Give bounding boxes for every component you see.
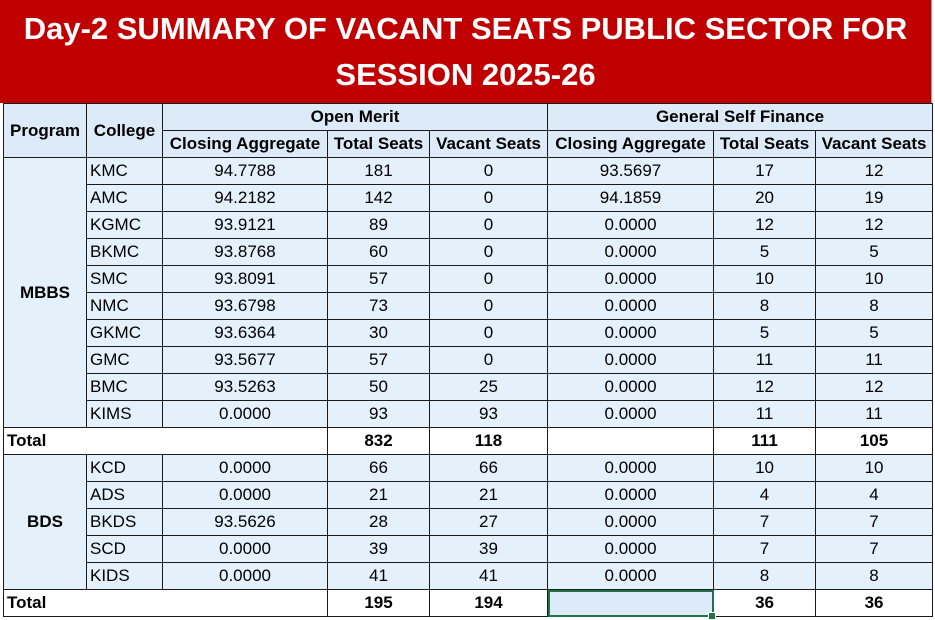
header-open-merit[interactable]: Open Merit <box>163 104 548 131</box>
om-total-seats-cell[interactable]: 93 <box>328 401 430 428</box>
header-sf-vacant-seats[interactable]: Vacant Seats <box>816 131 933 158</box>
college-cell[interactable]: SMC <box>87 266 163 293</box>
table-row <box>4 239 933 266</box>
college-cell[interactable]: KIMS <box>87 401 163 428</box>
sf-total-seats-cell[interactable]: 12 <box>714 212 816 239</box>
sf-closing-aggregate-cell[interactable]: 0.0000 <box>548 212 714 239</box>
om-vacant-seats-cell[interactable]: 0 <box>430 293 548 320</box>
sf-closing-aggregate-cell[interactable]: 0.0000 <box>548 374 714 401</box>
program-cell[interactable]: BDS <box>4 455 87 590</box>
sf-total-seats-cell[interactable]: 17 <box>714 158 816 185</box>
program-cell[interactable]: MBBS <box>4 158 87 428</box>
om-total-seats-cell[interactable]: 142 <box>328 185 430 212</box>
om-closing-aggregate-cell[interactable]: 0.0000 <box>163 563 328 590</box>
college-cell[interactable]: KIDS <box>87 563 163 590</box>
vacant-seats-table <box>3 103 933 617</box>
header-college[interactable]: College <box>87 104 163 158</box>
sf-vacant-seats-total[interactable]: 36 <box>816 590 933 617</box>
table-row <box>4 401 933 428</box>
sf-closing-aggregate-cell[interactable]: 0.0000 <box>548 563 714 590</box>
title-line-1: Day-2 SUMMARY OF VACANT SEATS PUBLIC SECTOR FOR <box>23 10 908 46</box>
college-cell[interactable]: GKMC <box>87 320 163 347</box>
om-closing-aggregate-cell[interactable]: 94.2182 <box>163 185 328 212</box>
sf-total-seats-cell[interactable]: 20 <box>714 185 816 212</box>
om-vacant-seats-cell[interactable]: 39 <box>430 536 548 563</box>
table-row <box>4 455 933 482</box>
sf-closing-aggregate-cell[interactable]: 0.0000 <box>548 347 714 374</box>
om-vacant-seats-cell[interactable]: 0 <box>430 158 548 185</box>
om-total-seats-cell[interactable]: 21 <box>328 482 430 509</box>
om-total-seats-cell[interactable]: 50 <box>328 374 430 401</box>
header-om-closing-aggregate[interactable]: Closing Aggregate <box>163 131 328 158</box>
om-vacant-seats-cell[interactable]: 41 <box>430 563 548 590</box>
sf-total-seats-cell[interactable]: 4 <box>714 482 816 509</box>
om-closing-aggregate-cell[interactable]: 0.0000 <box>163 401 328 428</box>
table-row <box>4 374 933 401</box>
sf-total-seats-cell[interactable]: 12 <box>714 374 816 401</box>
sf-total-seats-total[interactable]: 111 <box>714 428 816 455</box>
college-cell[interactable]: BKMC <box>87 239 163 266</box>
college-cell[interactable]: ADS <box>87 482 163 509</box>
sf-closing-aggregate-cell[interactable]: 0.0000 <box>548 455 714 482</box>
om-vacant-seats-cell[interactable]: 25 <box>430 374 548 401</box>
om-total-seats-cell[interactable]: 41 <box>328 563 430 590</box>
om-closing-aggregate-cell[interactable]: 93.9121 <box>163 212 328 239</box>
sf-closing-aggregate-cell[interactable]: 0.0000 <box>548 509 714 536</box>
sf-vacant-seats-cell[interactable]: 10 <box>816 266 933 293</box>
om-closing-aggregate-cell[interactable]: 93.5677 <box>163 347 328 374</box>
om-closing-aggregate-cell[interactable]: 93.6798 <box>163 293 328 320</box>
om-total-seats-cell[interactable]: 73 <box>328 293 430 320</box>
total-label-cell[interactable]: Total <box>4 428 328 455</box>
om-closing-aggregate-cell[interactable]: 93.5263 <box>163 374 328 401</box>
sf-total-seats-cell[interactable]: 7 <box>714 509 816 536</box>
om-vacant-seats-cell[interactable]: 27 <box>430 509 548 536</box>
om-vacant-seats-cell[interactable]: 0 <box>430 320 548 347</box>
sf-vacant-seats-cell[interactable]: 4 <box>816 482 933 509</box>
sf-vacant-seats-cell[interactable]: 12 <box>816 212 933 239</box>
om-total-seats-cell[interactable]: 39 <box>328 536 430 563</box>
om-total-seats-cell[interactable]: 57 <box>328 266 430 293</box>
sf-closing-aggregate-cell[interactable]: 94.1859 <box>548 185 714 212</box>
sf-vacant-seats-cell[interactable]: 8 <box>816 293 933 320</box>
om-closing-aggregate-cell[interactable]: 93.8091 <box>163 266 328 293</box>
om-total-seats-total[interactable]: 832 <box>328 428 430 455</box>
sf-closing-aggregate-total[interactable] <box>548 428 714 455</box>
table-row <box>4 293 933 320</box>
om-closing-aggregate-cell[interactable]: 93.6364 <box>163 320 328 347</box>
sf-closing-aggregate-total[interactable] <box>548 590 714 617</box>
om-vacant-seats-cell[interactable]: 0 <box>430 347 548 374</box>
college-cell[interactable]: KGMC <box>87 212 163 239</box>
sf-vacant-seats-cell[interactable]: 11 <box>816 401 933 428</box>
sf-vacant-seats-cell[interactable]: 7 <box>816 509 933 536</box>
om-vacant-seats-cell[interactable]: 0 <box>430 185 548 212</box>
header-sf-total-seats[interactable]: Total Seats <box>714 131 816 158</box>
sf-vacant-seats-cell[interactable]: 12 <box>816 374 933 401</box>
om-total-seats-cell[interactable]: 60 <box>328 239 430 266</box>
sf-total-seats-cell[interactable]: 5 <box>714 320 816 347</box>
table-row <box>4 320 933 347</box>
sf-vacant-seats-cell[interactable]: 11 <box>816 347 933 374</box>
sf-total-seats-total[interactable]: 36 <box>714 590 816 617</box>
total-row <box>4 428 933 455</box>
college-cell[interactable]: KCD <box>87 455 163 482</box>
sf-vacant-seats-cell[interactable]: 5 <box>816 239 933 266</box>
om-closing-aggregate-cell[interactable]: 0.0000 <box>163 455 328 482</box>
sf-total-seats-cell[interactable]: 7 <box>714 536 816 563</box>
table-row <box>4 158 933 185</box>
sf-vacant-seats-cell[interactable]: 8 <box>816 563 933 590</box>
om-closing-aggregate-cell[interactable]: 93.5626 <box>163 509 328 536</box>
om-total-seats-cell[interactable]: 30 <box>328 320 430 347</box>
sf-total-seats-cell[interactable]: 8 <box>714 293 816 320</box>
sf-total-seats-cell[interactable]: 10 <box>714 455 816 482</box>
title-line-2: SESSION 2025-26 <box>335 56 596 92</box>
sf-closing-aggregate-cell[interactable]: 0.0000 <box>548 482 714 509</box>
college-cell[interactable]: BMC <box>87 374 163 401</box>
table-row <box>4 212 933 239</box>
om-vacant-seats-cell[interactable]: 0 <box>430 212 548 239</box>
sf-vacant-seats-cell[interactable]: 5 <box>816 320 933 347</box>
college-cell[interactable]: SCD <box>87 536 163 563</box>
table-row <box>4 563 933 590</box>
om-closing-aggregate-cell[interactable]: 94.7788 <box>163 158 328 185</box>
om-vacant-seats-total[interactable]: 118 <box>430 428 548 455</box>
om-total-seats-cell[interactable]: 57 <box>328 347 430 374</box>
table-row <box>4 509 933 536</box>
total-row <box>4 590 933 617</box>
sf-closing-aggregate-cell[interactable]: 0.0000 <box>548 266 714 293</box>
sf-vacant-seats-cell[interactable]: 12 <box>816 158 933 185</box>
om-vacant-seats-cell[interactable]: 0 <box>430 239 548 266</box>
sheet-title[interactable] <box>0 0 932 103</box>
total-label-cell[interactable]: Total <box>4 590 328 617</box>
om-total-seats-cell[interactable]: 28 <box>328 509 430 536</box>
om-vacant-seats-total[interactable]: 194 <box>430 590 548 617</box>
college-cell[interactable]: KMC <box>87 158 163 185</box>
om-vacant-seats-cell[interactable]: 93 <box>430 401 548 428</box>
header-self-finance[interactable]: General Self Finance <box>548 104 933 131</box>
sf-closing-aggregate-cell[interactable]: 0.0000 <box>548 293 714 320</box>
header-sf-closing-aggregate[interactable]: Closing Aggregate <box>548 131 714 158</box>
table-row <box>4 536 933 563</box>
sf-vacant-seats-cell[interactable]: 7 <box>816 536 933 563</box>
om-total-seats-cell[interactable]: 89 <box>328 212 430 239</box>
fill-handle[interactable] <box>708 612 716 620</box>
sf-closing-aggregate-cell[interactable]: 0.0000 <box>548 320 714 347</box>
sf-total-seats-cell[interactable]: 5 <box>714 239 816 266</box>
om-vacant-seats-cell[interactable]: 0 <box>430 266 548 293</box>
om-vacant-seats-cell[interactable]: 66 <box>430 455 548 482</box>
om-total-seats-total[interactable]: 195 <box>328 590 430 617</box>
table-row <box>4 482 933 509</box>
sf-total-seats-cell[interactable]: 11 <box>714 401 816 428</box>
sf-closing-aggregate-cell[interactable]: 0.0000 <box>548 239 714 266</box>
college-cell[interactable]: BKDS <box>87 509 163 536</box>
om-closing-aggregate-cell[interactable]: 0.0000 <box>163 482 328 509</box>
sf-vacant-seats-cell[interactable]: 10 <box>816 455 933 482</box>
sf-closing-aggregate-cell[interactable]: 0.0000 <box>548 536 714 563</box>
sf-closing-aggregate-cell[interactable]: 93.5697 <box>548 158 714 185</box>
om-total-seats-cell[interactable]: 181 <box>328 158 430 185</box>
college-cell[interactable]: NMC <box>87 293 163 320</box>
sf-vacant-seats-cell[interactable]: 19 <box>816 185 933 212</box>
header-om-total-seats[interactable]: Total Seats <box>328 131 430 158</box>
sf-closing-aggregate-cell[interactable]: 0.0000 <box>548 401 714 428</box>
sf-total-seats-cell[interactable]: 11 <box>714 347 816 374</box>
om-total-seats-cell[interactable]: 66 <box>328 455 430 482</box>
sf-total-seats-cell[interactable]: 10 <box>714 266 816 293</box>
om-closing-aggregate-cell[interactable]: 0.0000 <box>163 536 328 563</box>
om-vacant-seats-cell[interactable]: 21 <box>430 482 548 509</box>
om-closing-aggregate-cell[interactable]: 93.8768 <box>163 239 328 266</box>
table-row <box>4 185 933 212</box>
college-cell[interactable]: GMC <box>87 347 163 374</box>
header-om-vacant-seats[interactable]: Vacant Seats <box>430 131 548 158</box>
college-cell[interactable]: AMC <box>87 185 163 212</box>
table-row <box>4 266 933 293</box>
table-body <box>4 158 933 617</box>
header-program[interactable]: Program <box>4 104 87 158</box>
table-row <box>4 347 933 374</box>
sf-vacant-seats-total[interactable]: 105 <box>816 428 933 455</box>
sf-total-seats-cell[interactable]: 8 <box>714 563 816 590</box>
